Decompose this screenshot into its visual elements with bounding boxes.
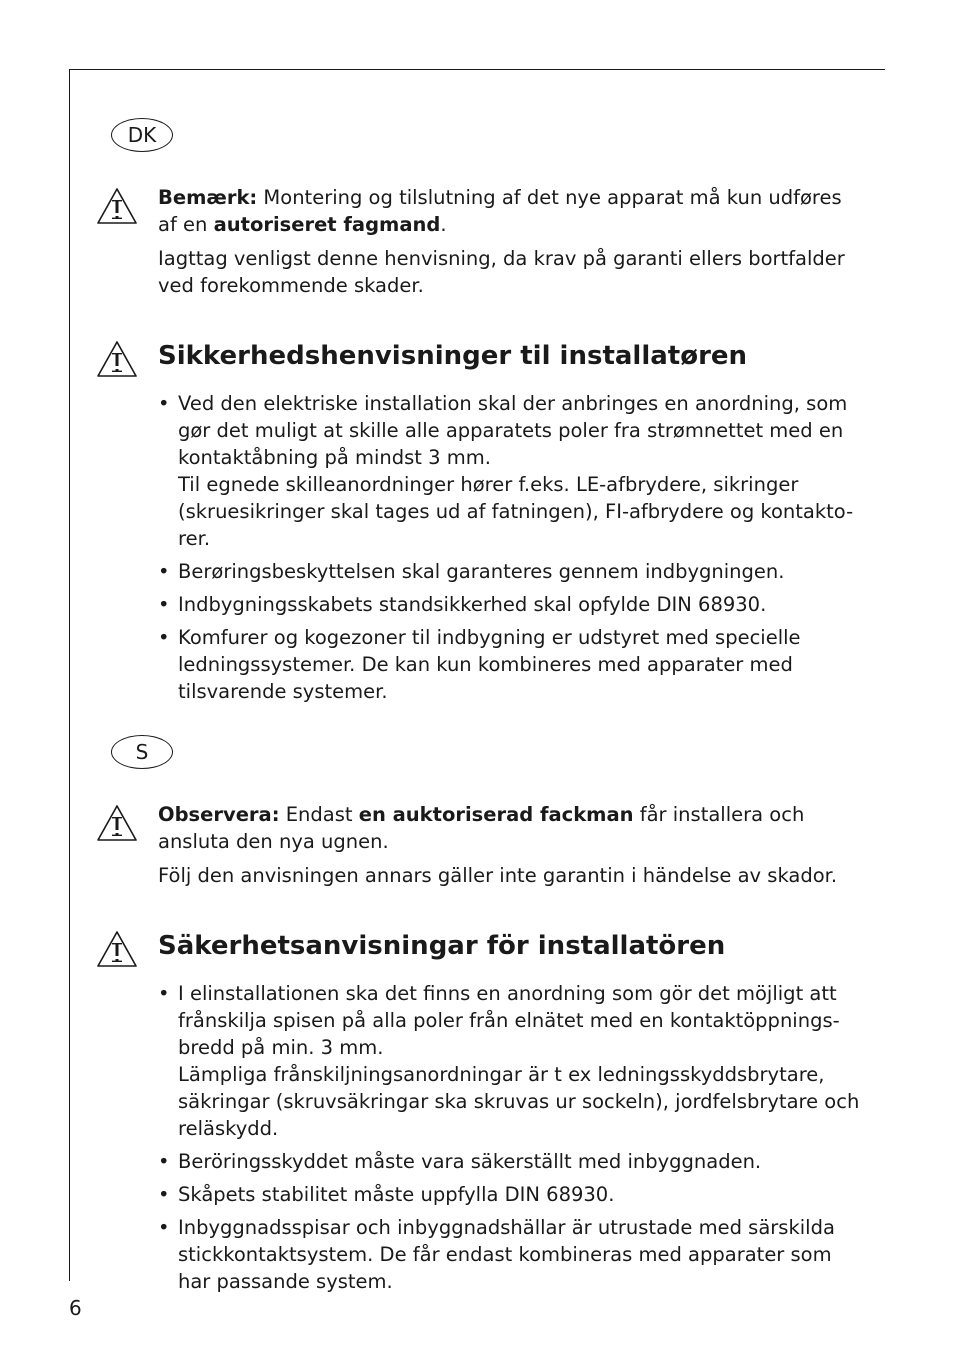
warning-icon (95, 339, 139, 379)
se-bullet-list (158, 980, 863, 1301)
list-item: • Ved den elektriske installation skal der anbringes en anordning, som gør det muligt at skille alle apparatets poler fra strømnettet med en kontaktåbning på mindst 3 mm. Til egnede skilleanordninger hører f.eks. LE-afbrydere, sikringer (skruesikringer skal tages ud af fatningen), FI-afbrydere og kontakto-rer. (158, 390, 863, 552)
list-item: • Inbyggnadsspisar och inbyggnadshällar är utrustade med särskilda stickkontaktsystem. De får endast kombineras med apparater som har passande system. (158, 1216, 835, 1293)
note-label: Observera: (158, 803, 280, 826)
language-code: S (135, 740, 149, 764)
list-item-text: Beröringsskyddet måste vara säkerställt med inbyggnaden. (178, 1150, 762, 1173)
list-item-text: Ved den elektriske installation skal der anbringes en anordning, som gør det muligt at skille alle apparatets poler fra strømnettet med en kontaktåbning på mindst 3 mm. (178, 392, 848, 469)
list-item: • I elinstallationen ska det finns en anordning som gör det möjligt att frånskilja spisen på alla poler från elnätet med en kontaktöppnings-bredd på min. 3 mm. Lämpliga frånskiljningsanordningar är t ex ledningsskyddsbrytare, säkringar (skruvsäkringar ska skruvas ur sockeln), jordfelsbrytare och reläskydd. (158, 980, 863, 1142)
list-item-continuation: Lämpliga frånskiljningsanordningar är t ex ledningsskyddsbrytare, säkringar (skruvsäkringar ska skruvas ur sockeln), jordfelsbrytare och reläskydd. (178, 1063, 860, 1140)
warning-icon (95, 186, 139, 226)
list-item: • Indbygningsskabets standsikkerhed skal opfylde DIN 68930. (158, 593, 767, 616)
dk-guarantee-paragraph: Iagttag venligst denne henvisning, da krav på garanti ellers bortfalder ved forekommende skader. (158, 247, 845, 297)
list-item: • Beröringsskyddet måste vara säkerställt med inbyggnaden. (158, 1150, 762, 1173)
language-badge-dk (111, 118, 173, 152)
language-code: DK (127, 123, 157, 147)
page-number: 6 (69, 1296, 82, 1320)
se-note-paragraph (158, 801, 863, 855)
note-text: Endast (279, 803, 359, 826)
list-item: • Skåpets stabilitet måste uppfylla DIN 68930. (158, 1183, 615, 1206)
list-item-continuation: Til egnede skilleanordninger hører f.eks. LE-afbrydere, sikringer (skruesikringer skal tages ud af fatningen), FI-afbrydere og kontakto-rer. (178, 473, 854, 550)
list-item-text: Skåpets stabilitet måste uppfylla DIN 68930. (178, 1183, 615, 1206)
warning-icon (95, 803, 139, 843)
note-text-end: får installera och ansluta den nya ugnen. (158, 803, 805, 853)
note-emphasis: en auktoriserad fackman (358, 803, 634, 826)
se-section-heading: Säkerhetsanvisningar för installatören (158, 931, 726, 961)
warning-icon (95, 929, 139, 969)
note-text-end: . (440, 213, 447, 236)
list-item-text: Indbygningsskabets standsikkerhed skal opfylde DIN 68930. (178, 593, 767, 616)
list-item-text: Inbyggnadsspisar och inbyggnadshällar är utrustade med särskilda stickkontaktsystem. De får endast kombineras med apparater som har passande system. (178, 1216, 835, 1293)
note-label: Bemærk: (158, 186, 258, 209)
note-emphasis: autoriseret fagmand (213, 213, 441, 236)
list-item-text: Berøringsbeskyttelsen skal garanteres gennem indbygningen. (178, 560, 785, 583)
list-item-text: I elinstallationen ska det finns en anordning som gör det möjligt att frånskilja spisen på alla poler från elnätet med en kontaktöppnings-bredd på min. 3 mm. (178, 982, 840, 1059)
dk-section-heading: Sikkerhedshenvisninger til installatøren (158, 341, 748, 371)
note-text: Montering og tilslutning af det nye apparat må kun udføres af en (158, 186, 842, 236)
frame-left-rule (69, 69, 70, 1281)
dk-bullet-list (158, 390, 863, 711)
frame-top-rule (69, 69, 885, 70)
dk-note-paragraph (158, 184, 863, 238)
list-item-text: Komfurer og kogezoner til indbygning er udstyret med specielle ledningssystemer. De kan kun kombineres med apparater med tilsvarende systemer. (178, 626, 801, 703)
list-item: • Komfurer og kogezoner til indbygning er udstyret med specielle ledningssystemer. De kan kun kombineres med apparater med tilsvarende systemer. (158, 626, 801, 703)
se-guarantee-paragraph: Följ den anvisningen annars gäller inte garantin i händelse av skador. (158, 864, 838, 887)
list-item: • Berøringsbeskyttelsen skal garanteres gennem indbygningen. (158, 560, 785, 583)
language-badge-se (111, 735, 173, 769)
